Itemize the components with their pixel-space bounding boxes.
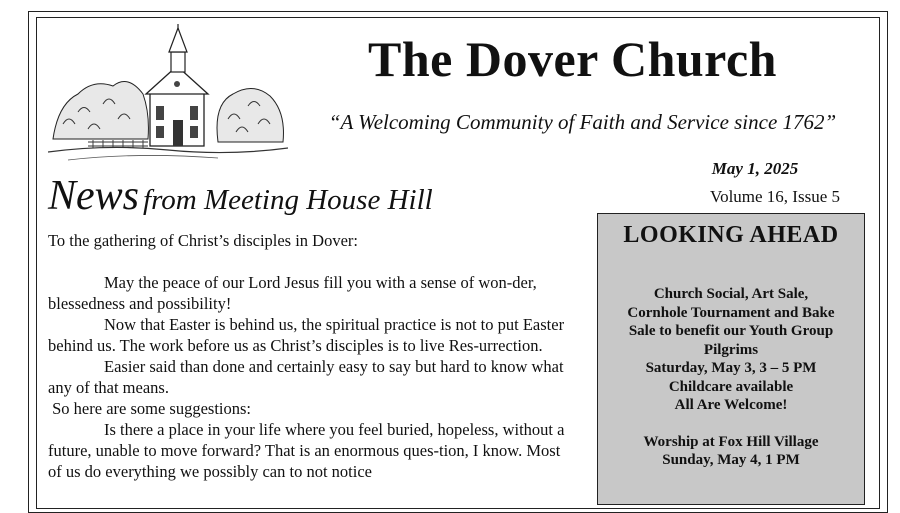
article-heading: [48, 172, 433, 220]
paragraph: May the peace of our Lord Jesus fill you with a sense of won-der, blessedness and possibility!: [48, 273, 537, 313]
greeting: To the gathering of Christ’s disciples in Dover:: [48, 231, 359, 250]
event-line: Sale to benefit our Youth Group: [628, 323, 834, 339]
issue-date: May 1, 2025: [711, 159, 799, 178]
event-line: Cornhole Tournament and Bake: [627, 304, 835, 321]
church-illustration: [48, 24, 288, 164]
looking-ahead-box: [597, 213, 865, 505]
event-line: Church Social, Art Sale,: [653, 286, 809, 302]
newsletter-title: The Dover Church: [368, 31, 777, 87]
event-line: Saturday, May 3, 3 – 5 PM: [645, 360, 817, 376]
paragraph: Easier said than done and certainly easy to say but hard to know what any of that means.: [48, 357, 564, 397]
event-line: Pilgrims: [703, 341, 759, 358]
event-line: Sunday, May 4, 1 PM: [662, 452, 800, 468]
paragraph: Is there a place in your life where you feel buried, hopeless, without a future, unable to move forward? That is an enormous ques-tion, I know. Most of us do everything we possibly can to not notice: [48, 420, 565, 481]
looking-ahead-heading: LOOKING AHEAD: [623, 222, 839, 248]
article-heading-sub: from Meeting House Hill: [143, 184, 433, 216]
suggestions-line: So here are some suggestions:: [48, 399, 252, 418]
paragraph: Now that Easter is behind us, the spiritual practice is not to put Easter behind us. The work before us as Christ’s disciples is to live Res-urrection.: [48, 315, 565, 355]
event-line: Childcare available: [668, 378, 794, 395]
article-body: [48, 230, 578, 492]
article-heading-main: News: [48, 173, 140, 219]
tagline: “A Welcoming Community of Faith and Service since 1762”: [328, 110, 837, 134]
event-line: Worship at Fox Hill Village: [643, 433, 819, 450]
event-line: All Are Welcome!: [674, 397, 788, 413]
issue-volume: Volume 16, Issue 5: [709, 187, 840, 206]
event-list: [598, 285, 864, 470]
